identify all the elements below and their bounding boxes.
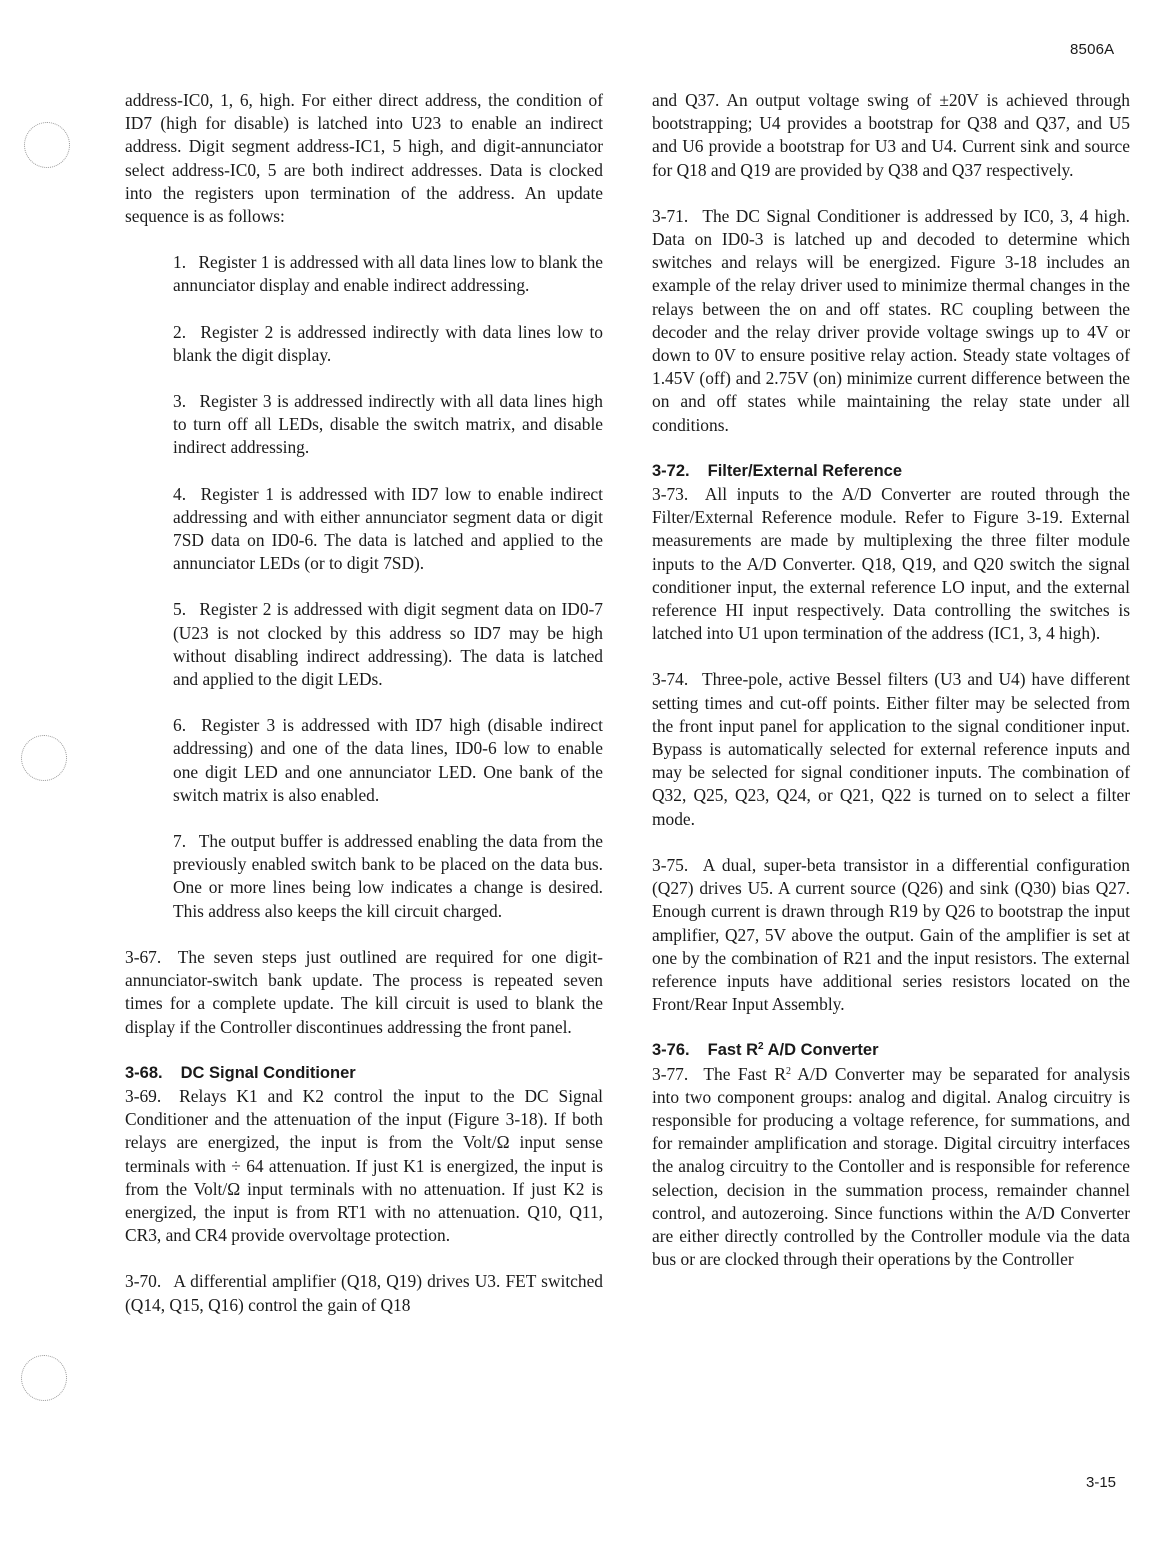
right-column xyxy=(652,89,1130,1271)
step-text: Register 2 is addressed indirectly with data lines low to blank the digit display. xyxy=(173,321,603,365)
punch-hole-middle xyxy=(21,735,67,781)
paragraph-number: 3-71. xyxy=(652,205,689,226)
paragraph-3-77 xyxy=(652,1063,1130,1272)
step-number: 4. xyxy=(173,483,187,504)
section-title: DC Signal Conditioner xyxy=(180,1063,356,1082)
paragraph-number: 3-73. xyxy=(652,484,689,505)
step-number: 6. xyxy=(173,715,187,736)
paragraph-text: Three-pole, active Bessel filters (U3 and U4) have different setting times and cut-off points. Either filter may be selected from the front input panel for application to the signal conditioner input. Bypass is automatically selected for external reference inputs and may be selected for signal conditioner inputs. The combination of Q32, Q25, Q23, Q24, or Q21, Q22 is turned on to select a filter mode. xyxy=(652,669,1130,829)
step-text: Register 3 is addressed with ID7 high (disable indirect addressing) and one of the data lines, ID0-6 low to enable one digit LED and one annunciator LED. One bank of the switch matrix is also enabled. xyxy=(173,715,603,805)
punch-hole-top xyxy=(24,122,70,168)
punch-hole-bottom xyxy=(21,1355,67,1401)
superscript: 2 xyxy=(758,1041,764,1053)
paragraph-3-73 xyxy=(652,483,1130,645)
step-4 xyxy=(173,483,603,576)
step-text: Register 3 is addressed indirectly with all data lines high to turn off all LEDs, disable the switch matrix, and disable indirect addressing. xyxy=(173,391,603,458)
step-text: Register 2 is addressed with digit segment data on ID0-7 (U23 is not clocked by this address so ID7 may be high without disabling indirect addressing). The data is latched and applied to the digit LEDs. xyxy=(173,599,603,690)
step-5 xyxy=(173,598,603,691)
step-text: The output buffer is addressed enabling the data from the previously enabled switch bank to be placed on the data bus. One or more lines being low indicates a change is desired. This address also keeps the kill circuit charged. xyxy=(173,831,603,921)
superscript: 2 xyxy=(785,1065,791,1077)
section-heading-3-68 xyxy=(125,1062,603,1085)
paragraph-text: A dual, super-beta transistor in a differential configuration (Q27) drives U5. A current source (Q26) and sink (Q30) bias Q27. Enough current is drawn through R19 by Q26 to bootstrap the input amplifier, Q27, 5V above the output. Gain of the amplifier is set at one by the combination of R21 and the input resistors. The external reference inputs have additional series resistors located on the Front/Rear Input Assembly. xyxy=(652,854,1130,1015)
page-number: 3-15 xyxy=(1086,1474,1117,1491)
paragraph-3-75 xyxy=(652,854,1130,1016)
section-title: Filter/External Reference xyxy=(707,461,903,480)
paragraph-text-prefix: The Fast R xyxy=(703,1063,786,1084)
paragraph-3-67 xyxy=(125,946,603,1039)
step-number: 7. xyxy=(173,831,187,852)
section-number: 3-76. xyxy=(652,1041,690,1060)
paragraph-number: 3-67. xyxy=(125,946,162,967)
paragraph-text: All inputs to the A/D Converter are routed through the Filter/External Reference module. Refer to Figure 3-19. External measurements are made by multiplexing the three filter module inputs to the A/D Converter. Q18, Q19, and Q20 switch the signal conditioner input, the external reference LO input, and the external reference HI input respectively. Data controlling the switches is latched into U1 upon termination of the address (IC1, 3, 4 high). xyxy=(652,484,1130,644)
paragraph-text: A differential amplifier (Q18, Q19) drives U3. FET switched (Q14, Q15, Q16) control the gain of Q18 xyxy=(125,1271,604,1315)
step-6 xyxy=(173,714,603,807)
section-title-prefix: Fast R xyxy=(707,1041,759,1060)
continued-paragraph: and Q37. An output voltage swing of ±20V is achieved through bootstrapping; U4 provides a bootstrap for Q38 and Q37, and U5 and U6 provide a bootstrap for U3 and U4. Current sink and source for Q18 and Q19 are provided by Q38 and Q37 respectively. xyxy=(652,90,1130,180)
step-number: 2. xyxy=(173,321,187,342)
document-id: 8506A xyxy=(1070,41,1115,58)
step-1 xyxy=(173,251,603,297)
section-heading-3-76 xyxy=(652,1039,1130,1062)
paragraph-3-70 xyxy=(125,1270,603,1316)
paragraph-text: The DC Signal Conditioner is addressed by IC0, 3, 4 high. Data on ID0-3 is latched up and decoded to determine which switches and relays will be energized. Figure 3-18 includes an example of the relay driver used to minimize thermal changes in the relays between the on and off states. RC coupling between the decoder and the relay driver provide voltage swings up to 4V or down to 0V to ensure positive relay action. Steady state voltages of 1.45V (off) and 2.75V (on) minimize current difference between the on and off states while maintaining the relay state under all conditions. xyxy=(652,205,1130,435)
section-number: 3-72. xyxy=(652,461,690,480)
step-7 xyxy=(173,830,603,923)
step-number: 5. xyxy=(173,599,187,620)
paragraph-text: The seven steps just outlined are required for one digit-annunciator-switch bank update. The process is repeated seven times for a complete update. The kill circuit is used to blank the display if the Controller discontinues addressing the front panel. xyxy=(125,946,603,1037)
paragraph-3-74 xyxy=(652,668,1130,830)
step-text: Register 1 is addressed with ID7 low to enable indirect addressing and with either annunciator segment data or digit 7SD data on ID0-6. The data is latched and applied to the annunciator LEDs (or to digit 7SD). xyxy=(173,483,603,574)
section-heading-3-72 xyxy=(652,460,1130,483)
step-number: 3. xyxy=(173,391,187,412)
paragraph-number: 3-74. xyxy=(652,669,689,690)
left-column xyxy=(125,89,603,1317)
step-3 xyxy=(173,390,603,460)
paragraph-3-69 xyxy=(125,1085,603,1247)
section-title-suffix: A/D Converter xyxy=(763,1041,879,1060)
paragraph-text-suffix: A/D Converter may be separated for analysis into two component groups: analog and digital. Analog circuitry is responsible for producing a voltage reference, for summations, and for remainder amplification and storage. Digital circuitry interfaces the analog circuitry to the Contoller and is responsible for reference selection, decision in the summation process, remainder channel control, and autozeroing. Since functions within the A/D Converter are either directly controlled by the Controller module via the data bus or are clocked through their operations by the Controller xyxy=(652,1063,1130,1270)
paragraph-number: 3-69. xyxy=(125,1085,162,1106)
step-text: Register 1 is addressed with all data lines low to blank the annunciator display and enable indirect addressing. xyxy=(173,252,603,296)
paragraph-3-71 xyxy=(652,205,1130,437)
paragraph-number: 3-77. xyxy=(652,1063,689,1084)
paragraph-number: 3-70. xyxy=(125,1271,162,1292)
paragraph-text: Relays K1 and K2 control the input to the DC Signal Conditioner and the attenuation of the input (Figure 3-18). If both relays are energized, the input is from the Volt/Ω input sense terminals with ÷ 64 attenuation. If just K1 is energized, the input is from the Volt/Ω input terminals with no attenuation. If just K2 is energized, the input is from RT1 with no attenuation. Q10, Q11, CR3, and CR4 provide overvoltage protection. xyxy=(125,1085,603,1246)
intro-paragraph: address-IC0, 1, 6, high. For either direct address, the condition of ID7 (high for disable) is latched into U23 to enable an indirect address. Digit segment address-IC1, 5 high, and digit-annunciator select address-IC0, 5 are both indirect addresses. Data is clocked into the registers upon termination of the address. An update sequence is as follows: xyxy=(125,90,603,227)
step-2 xyxy=(173,321,603,367)
section-number: 3-68. xyxy=(125,1063,163,1082)
paragraph-number: 3-75. xyxy=(652,854,689,875)
step-number: 1. xyxy=(173,252,187,273)
